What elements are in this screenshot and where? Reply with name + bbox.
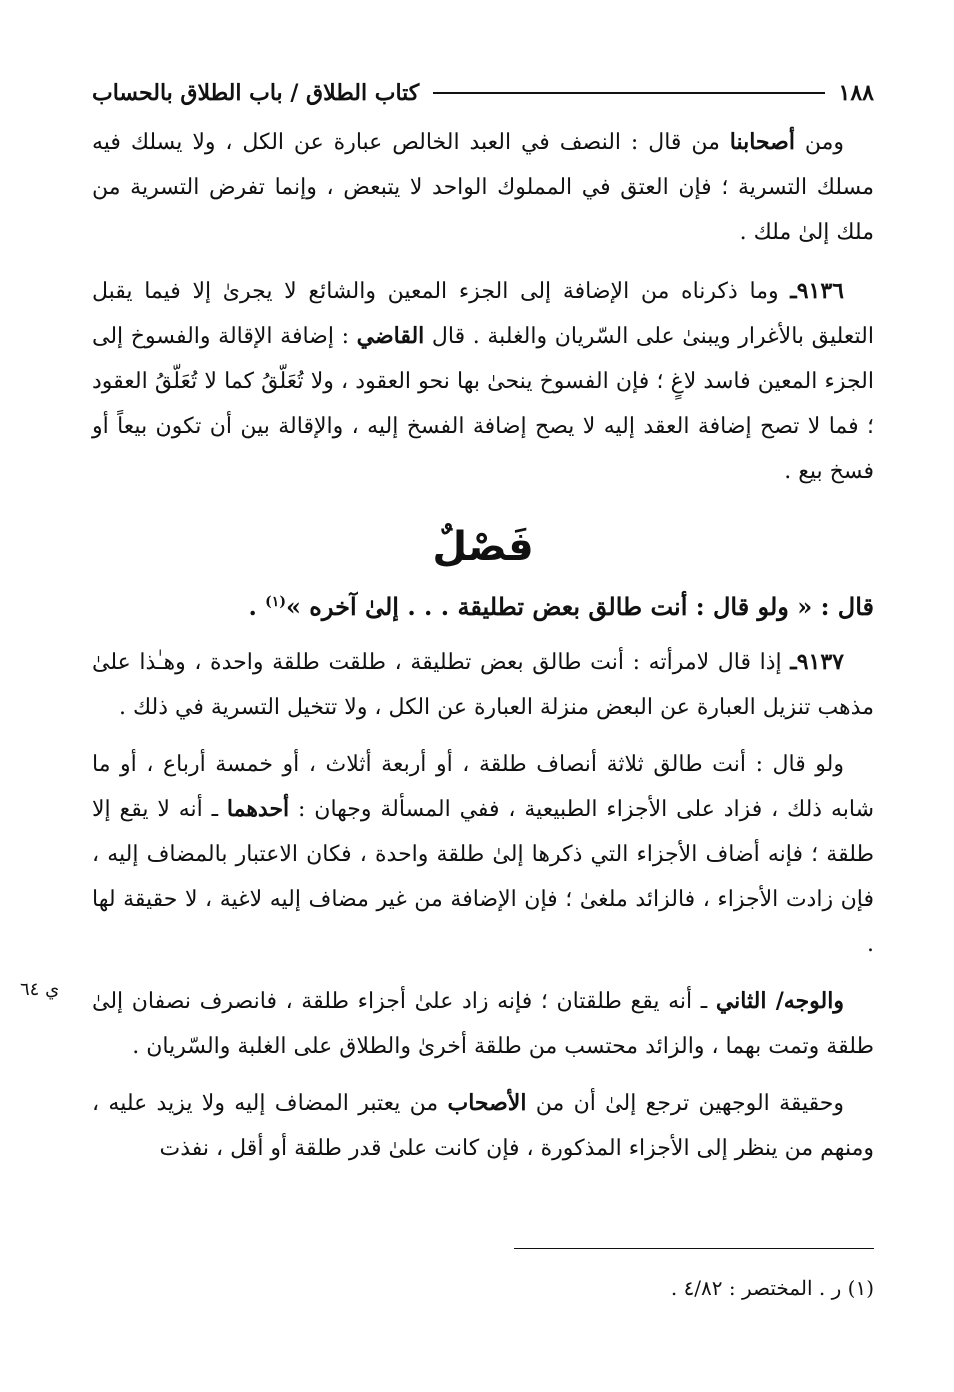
p5-bold: والوجه/ الثاني bbox=[715, 988, 844, 1014]
document-page bbox=[20, 80, 875, 1340]
heading-end: . bbox=[248, 592, 266, 621]
p6-text-a: وحقيقة الوجهين ترجع إلىٰ أن من bbox=[526, 1091, 845, 1116]
footnote-mark: (١) bbox=[847, 1276, 874, 1300]
margin-note: ي ٦٤ bbox=[20, 979, 60, 1000]
section-heading bbox=[92, 584, 874, 630]
paragraph-3 bbox=[92, 640, 874, 730]
page-number: ١٨٨ bbox=[838, 80, 874, 106]
p1-bold: أصحابنا bbox=[729, 129, 795, 155]
p6-bold: الأصحاب bbox=[447, 1090, 527, 1116]
p2-text-a: وما ذكرناه من الإضافة إلى الجزء المعين والشائع لا يجرىٰ إلا فيما يقبل التعليق بالأغرار ويبنىٰ على السّريان والغلبة . قال bbox=[92, 279, 874, 349]
section-title-fasl: فَصْلٌ bbox=[432, 524, 534, 570]
paragraph-6 bbox=[92, 1081, 874, 1171]
footnote-rule bbox=[514, 1248, 874, 1249]
p3-text: إذا قال لامرأته : أنت طالق بعض تطليقة ، طلقت طلقة واحدة ، وهـٰذا علىٰ مذهب تنزيل العبارة عن البعض منزلة العبارة عن الكل ، ولا تتخيل التسرية في ذلك . bbox=[92, 650, 874, 720]
paragraph-4 bbox=[92, 742, 874, 967]
paragraph-2 bbox=[92, 269, 874, 494]
p4-text-a: ولو قال : أنت طالق ثلاثة أنصاف طلقة ، أو أربعة أثلاث ، أو خمسة أرباع ، أو ما شابه ذلك ، فزاد على الأجزاء الطبيعية ، ففي المسألة وجهان : bbox=[92, 752, 875, 822]
p4-text-b: ـ أنه لا يقع إلا طلقة ؛ فإنه أضاف الأجزاء التي ذكرها إلىٰ طلقة واحدة ، فكان الاعتبار بالمضاف إليه ، فإن زادت الأجزاء ، فالزائد ملغىٰ ؛ فإن الإضافة من غير مضاف إليه لاغية ، لا حقيقة لها . bbox=[92, 797, 874, 957]
footnote-text: ر . المختصر : ٤/٨٢ . bbox=[670, 1276, 842, 1300]
footnote-ref[interactable]: (١) bbox=[265, 594, 286, 610]
page-header bbox=[92, 80, 874, 120]
p4-bold: أحدهما bbox=[226, 796, 290, 822]
p1-text-a: ومن bbox=[794, 130, 844, 155]
paragraph-5-wrap bbox=[20, 979, 874, 1069]
p2-text-b: : إضافة الإقالة والفسوخ إلى الجزء المعين فاسد لاغٍ ؛ فإن الفسوخ ينحىٰ بها نحو العقود ، ولا تُعَلّقُ كما لا تُعَلّقُ العقود ؛ فما لا تصح إضافة العقد إليه لا يصح إضافة الفسخ إليه ، والإقالة بين أن تكون بيعاً أو فسخ بيع . bbox=[92, 324, 874, 484]
p6-text-b: من يعتبر المضاف إليه ولا يزيد عليه ، ومنهم من ينظر إلى الأجزاء المذكورة ، فإن كانت علىٰ قدر طلقة أو أقل ، نفذت bbox=[92, 1091, 874, 1161]
header-rule bbox=[433, 92, 824, 94]
heading-text: قال : « ولو قال : أنت طالق بعض تطليقة . . . إلىٰ آخره » bbox=[285, 592, 874, 621]
p2-bold: القاضي bbox=[356, 323, 425, 349]
running-title: كتاب الطلاق / باب الطلاق بالحساب bbox=[92, 80, 420, 106]
p5-text: ـ أنه يقع طلقتان ؛ فإنه زاد علىٰ أجزاء طلقة ، فانصرف نصفان إلىٰ طلقة وتمت بهما ، والزائد محتسب من طلقة أخرىٰ والطلاق على الغلبة والسّريان . bbox=[92, 989, 874, 1059]
p1-text-b: من قال : النصف في العبد الخالص عبارة عن الكل ، ولا يسلك فيه مسلك التسرية ؛ فإن العتق في المملوك الواحد لا يتبعض ، وإنما تفرض التسرية من ملك إلىٰ ملك . bbox=[92, 130, 874, 245]
paragraph-5 bbox=[92, 979, 874, 1069]
p2-number: ٩١٣٦ـ bbox=[790, 278, 844, 304]
p3-number: ٩١٣٧ـ bbox=[790, 649, 844, 675]
footnote bbox=[671, 1276, 874, 1300]
paragraph-1 bbox=[92, 120, 874, 255]
